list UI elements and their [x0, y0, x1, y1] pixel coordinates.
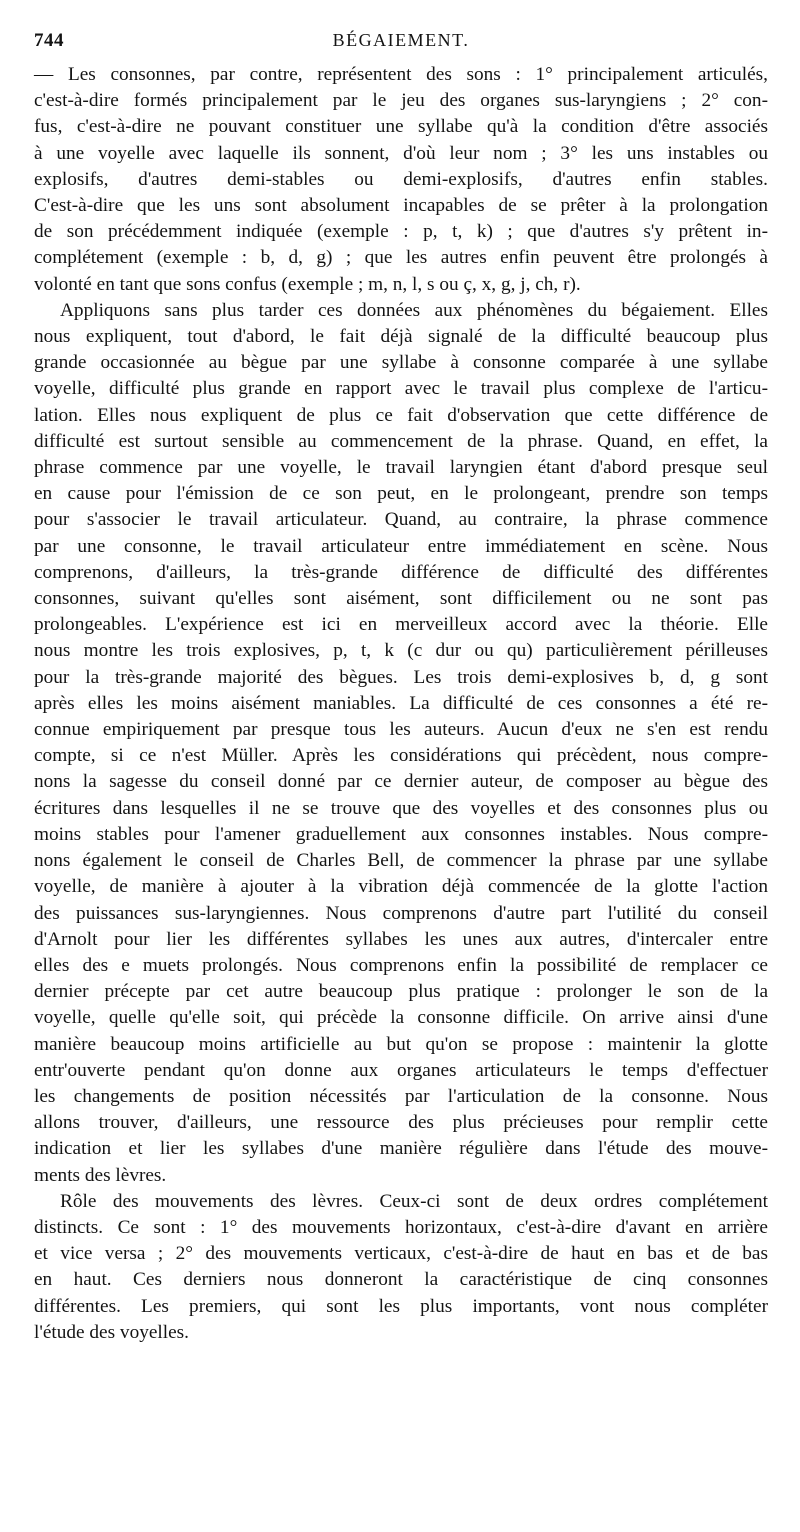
text-line: connue empiriquement par presque tous les auteurs. Aucun d'eux ne s'en est rendu	[34, 719, 768, 741]
text-line: explosifs, d'autres demi-stables ou demi-explosifs, d'autres enfin stables.	[34, 168, 768, 190]
text-line: différentes. Les premiers, qui sont les plus importants, vont nous compléter	[34, 1295, 768, 1317]
text-line: complétement (exemple : b, d, g) ; que les autres enfin peuvent être prolongés à	[34, 247, 768, 269]
text-line: difficulté est surtout sensible au commencement de la phrase. Quand, en effet, la	[34, 430, 768, 452]
text-line: et vice versa ; 2° des mouvements verticaux, c'est-à-dire de haut en bas et de bas	[34, 1243, 768, 1265]
text-line: moins stables pour l'amener graduellement aux consonnes instables. Nous compre-	[34, 823, 768, 845]
text-line: lation. Elles nous expliquent de plus ce fait d'observation que cette différence de	[34, 404, 768, 426]
text-line: prolongeables. L'expérience est ici en merveilleux accord avec la théorie. Elle	[34, 614, 768, 636]
text-line: consonnes, suivant qu'elles sont aisément, sont difficilement ou ne sont pas	[34, 588, 768, 610]
text-line: comprenons, d'ailleurs, la très-grande différence de difficulté des différentes	[34, 561, 768, 583]
text-line: allons trouver, d'ailleurs, une ressource des plus précieuses pour remplir cette	[34, 1112, 768, 1134]
text-line: après elles les moins aisément maniables. La difficulté de ces consonnes a été re-	[34, 692, 768, 714]
text-line: nous montre les trois explosives, p, t, k (c dur ou qu) particulièrement périlleuses	[34, 640, 768, 662]
running-head: BÉGAIEMENT.	[332, 30, 470, 50]
text-line: pour s'associer le travail articulateur. Quand, au contraire, la phrase commence	[34, 509, 768, 531]
text-line: de son précédemment indiquée (exemple : p, t, k) ; que d'autres s'y prêtent in-	[34, 221, 768, 243]
text-line: pour la très-grande majorité des bègues. Les trois demi-explosives b, d, g sont	[34, 666, 768, 688]
text-line: écritures dans lesquelles il ne se trouve que des voyelles et des consonnes plus ou	[34, 797, 768, 819]
document-page	[34, 28, 768, 1346]
page-number: 744	[34, 30, 64, 51]
text-line: voyelle, quelle qu'elle soit, qui précède la consonne difficile. On arrive ainsi d'une	[34, 1007, 768, 1029]
text-line: Rôle des mouvements des lèvres. Ceux-ci sont de deux ordres complétement	[60, 1190, 768, 1212]
text-line: entr'ouverte pendant qu'on donne aux organes articulateurs le temps d'effectuer	[34, 1059, 768, 1081]
text-line: c'est-à-dire formés principalement par le jeu des organes sus-laryngiens ; 2° con-	[34, 90, 768, 112]
text-line: compte, si ce n'est Müller. Après les considérations qui précèdent, nous compre-	[34, 745, 768, 767]
text-line: nons également le conseil de Charles Bell, de commencer la phrase par une syllabe	[34, 850, 768, 872]
text-line: en cause pour l'émission de ce son peut, en le prolongeant, prendre son temps	[34, 483, 768, 505]
text-line: nous expliquent, tout d'abord, le fait déjà signalé de la difficulté beaucoup plus	[34, 326, 768, 348]
text-line: elles des e muets prolongés. Nous comprenons enfin la possibilité de remplacer ce	[34, 954, 768, 976]
text-line: indication et lier les syllabes d'une manière régulière dans l'étude des mouve-	[34, 1138, 768, 1160]
text-line: voyelle, de manière à ajouter à la vibration déjà commencée de la glotte l'action	[34, 876, 768, 898]
text-line: — Les consonnes, par contre, représentent des sons : 1° principalement articulés,	[34, 64, 768, 85]
text-line: ments des lèvres.	[34, 1164, 167, 1186]
body-text	[34, 62, 768, 1346]
text-line: en haut. Ces derniers nous donneront la caractéristique de cinq consonnes	[34, 1269, 768, 1291]
page-header	[34, 28, 768, 62]
text-line: les changements de position nécessités par l'articulation de la consonne. Nous	[34, 1085, 768, 1107]
paragraph-appliquons	[34, 298, 768, 1189]
text-line: voyelle, difficulté plus grande en rapport avec le travail plus complexe de l'articu-	[34, 378, 768, 400]
text-line: dernier précepte par cet autre beaucoup plus pratique : prolonger le son de la	[34, 981, 768, 1003]
text-line: phrase commence par une voyelle, le travail laryngien étant d'abord presque seul	[34, 457, 768, 479]
text-line: des puissances sus-laryngiennes. Nous comprenons d'autre part l'utilité du conseil	[34, 902, 768, 924]
text-line: à une voyelle avec laquelle ils sonnent, d'où leur nom ; 3° les uns instables ou	[34, 142, 768, 164]
text-line: C'est-à-dire que les uns sont absolument incapables de se prêter à la prolongation	[34, 195, 768, 217]
text-line: par une consonne, le travail articulateur entre immédiatement en scène. Nous	[34, 535, 768, 557]
paragraph-role-levres	[34, 1189, 768, 1346]
text-line: l'étude des voyelles.	[34, 1321, 190, 1343]
text-line: volonté en tant que sons confus (exemple ; m, n, l, s ou ç, x, g, j, ch, r).	[34, 273, 581, 295]
text-line: grande occasionnée au bègue par une syllabe à consonne comparée à une syllabe	[34, 352, 768, 374]
text-line: d'Arnolt pour lier les différentes syllabes les unes aux autres, d'intercaler entre	[34, 928, 768, 950]
text-line: Appliquons sans plus tarder ces données aux phénomènes du bégaiement. Elles	[60, 299, 768, 321]
paragraph-consonnes	[34, 62, 768, 298]
text-line: nons la sagesse du conseil donné par ce dernier auteur, de composer au bègue des	[34, 771, 768, 793]
text-line: manière beaucoup moins artificielle au but qu'on se propose : maintenir la glotte	[34, 1033, 768, 1055]
text-line: fus, c'est-à-dire ne pouvant constituer une syllabe qu'à la condition d'être associés	[34, 116, 768, 138]
text-line: distincts. Ce sont : 1° des mouvements horizontaux, c'est-à-dire d'avant en arrière	[34, 1216, 768, 1238]
